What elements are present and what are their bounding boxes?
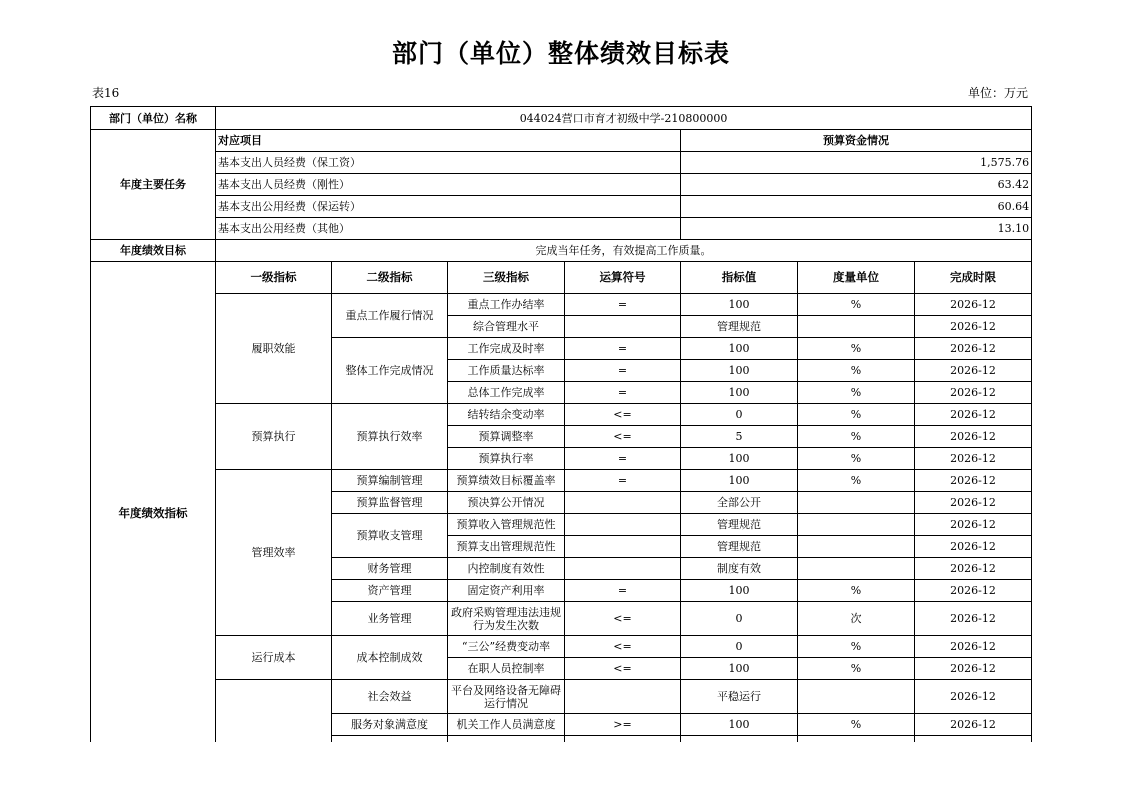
indicator-header: 指标值 <box>681 262 798 294</box>
deadline-cell: 2026-12 <box>915 448 1032 470</box>
operator-cell: <= <box>565 658 681 680</box>
task-row <box>91 196 1032 218</box>
table-row <box>91 294 1032 316</box>
deadline-cell: 2026-12 <box>915 580 1032 602</box>
value-cell: 100 <box>681 338 798 360</box>
indicator-header-row <box>91 262 1032 294</box>
goal-label: 年度绩效目标 <box>91 240 216 262</box>
task-item: 基本支出人员经费（保工资） <box>216 152 681 174</box>
level3-indicator: 总体工作完成率 <box>448 382 565 404</box>
level3-indicator: 机关工作人员满意度 <box>448 714 565 736</box>
level3-indicator: 内控制度有效性 <box>448 558 565 580</box>
value-cell: 0 <box>681 404 798 426</box>
level2-indicator: 预算执行效率 <box>332 404 448 470</box>
level3-indicator: 平台及网络设备无障碍运行情况 <box>448 680 565 714</box>
unit-cell <box>798 492 915 514</box>
indicators-label: 年度绩效指标 <box>91 262 216 766</box>
operator-cell: = <box>565 338 681 360</box>
deadline-cell: 2026-12 <box>915 514 1032 536</box>
level2-indicator: 成本控制成效 <box>332 636 448 680</box>
level1-indicator: 预算执行 <box>216 404 332 470</box>
level3-indicator: 固定资产利用率 <box>448 580 565 602</box>
level3-indicator: 综合管理水平 <box>448 316 565 338</box>
operator-cell: <= <box>565 426 681 448</box>
task-row <box>91 152 1032 174</box>
level3-indicator: 预算调整率 <box>448 426 565 448</box>
unit-cell: 次 <box>798 602 915 636</box>
table-row <box>91 680 1032 714</box>
level3-indicator: 预算支出管理规范性 <box>448 536 565 558</box>
unit-cell: % <box>798 294 915 316</box>
operator-cell <box>565 680 681 714</box>
level3-indicator: 预算执行率 <box>448 448 565 470</box>
value-cell: 100 <box>681 580 798 602</box>
level3-indicator: 预算收入管理规范性 <box>448 514 565 536</box>
value-cell: 5 <box>681 426 798 448</box>
deadline-cell: 2026-12 <box>915 294 1032 316</box>
deadline-cell: 2026-12 <box>915 636 1032 658</box>
operator-cell: <= <box>565 636 681 658</box>
level3-indicator: 政府采购管理违法违规行为发生次数 <box>448 602 565 636</box>
level2-indicator: 预算编制管理 <box>332 470 448 492</box>
col-item-header: 对应项目 <box>216 130 681 152</box>
value-cell: 0 <box>681 602 798 636</box>
operator-cell: = <box>565 448 681 470</box>
deadline-cell: 2026-12 <box>915 338 1032 360</box>
unit-cell: % <box>798 636 915 658</box>
operator-cell: <= <box>565 404 681 426</box>
deadline-cell: 2026-12 <box>915 658 1032 680</box>
task-header-row <box>91 130 1032 152</box>
value-cell: 制度有效 <box>681 558 798 580</box>
level1-indicator: 管理效率 <box>216 470 332 636</box>
deadline-cell: 2026-12 <box>915 602 1032 636</box>
value-cell: 管理规范 <box>681 514 798 536</box>
level1-indicator: 运行成本 <box>216 636 332 680</box>
level2-indicator: 整体工作完成情况 <box>332 338 448 404</box>
value-cell: 100 <box>681 294 798 316</box>
deadline-cell: 2026-12 <box>915 536 1032 558</box>
unit-cell: % <box>798 382 915 404</box>
level2-indicator: 社会效益 <box>332 680 448 714</box>
operator-cell: = <box>565 580 681 602</box>
deadline-cell: 2026-12 <box>915 382 1032 404</box>
tasks-label: 年度主要任务 <box>91 130 216 240</box>
level2-indicator: 财务管理 <box>332 558 448 580</box>
deadline-cell: 2026-12 <box>915 470 1032 492</box>
level3-indicator: 预算绩效目标覆盖率 <box>448 470 565 492</box>
dept-label: 部门（单位）名称 <box>91 107 216 130</box>
table-row <box>91 404 1032 426</box>
operator-cell: = <box>565 382 681 404</box>
unit-cell <box>798 316 915 338</box>
level1-indicator: 履职效能 <box>216 294 332 404</box>
value-cell: 全部公开 <box>681 492 798 514</box>
deadline-cell: 2026-12 <box>915 360 1032 382</box>
unit-cell: % <box>798 338 915 360</box>
deadline-cell: 2026-12 <box>915 680 1032 714</box>
level2-indicator: 预算监督管理 <box>332 492 448 514</box>
level2-indicator: 业务管理 <box>332 602 448 636</box>
value-cell: 平稳运行 <box>681 680 798 714</box>
operator-cell <box>565 492 681 514</box>
dept-value: 044024营口市育才初级中学-210800000 <box>216 107 1032 130</box>
task-amount: 60.64 <box>681 196 1032 218</box>
value-cell: 100 <box>681 470 798 492</box>
level2-indicator: 重点工作履行情况 <box>332 294 448 338</box>
unit-cell: % <box>798 658 915 680</box>
task-row <box>91 174 1032 196</box>
unit-cell <box>798 536 915 558</box>
level2-indicator: 预算收支管理 <box>332 514 448 558</box>
unit-cell: % <box>798 580 915 602</box>
performance-target-table <box>90 106 1032 766</box>
indicator-header: 二级指标 <box>332 262 448 294</box>
task-item: 基本支出公用经费（其他） <box>216 218 681 240</box>
operator-cell <box>565 316 681 338</box>
unit-cell: % <box>798 448 915 470</box>
operator-cell: >= <box>565 714 681 736</box>
indicator-header: 完成时限 <box>915 262 1032 294</box>
unit-cell <box>798 680 915 714</box>
level2-indicator: 资产管理 <box>332 580 448 602</box>
operator-cell <box>565 558 681 580</box>
operator-cell: = <box>565 360 681 382</box>
deadline-cell: 2026-12 <box>915 426 1032 448</box>
level3-indicator: 在职人员控制率 <box>448 658 565 680</box>
value-cell: 100 <box>681 448 798 470</box>
deadline-cell: 2026-12 <box>915 492 1032 514</box>
value-cell: 管理规范 <box>681 536 798 558</box>
level3-indicator: 结转结余变动率 <box>448 404 565 426</box>
level2-indicator: 服务对象满意度 <box>332 714 448 736</box>
level3-indicator: 工作完成及时率 <box>448 338 565 360</box>
col-budget-header: 预算资金情况 <box>681 130 1032 152</box>
level3-indicator: 重点工作办结率 <box>448 294 565 316</box>
value-cell: 0 <box>681 636 798 658</box>
task-item: 基本支出人员经费（刚性） <box>216 174 681 196</box>
level3-indicator: “三公”经费变动率 <box>448 636 565 658</box>
operator-cell <box>565 514 681 536</box>
table-row <box>91 636 1032 658</box>
value-cell: 100 <box>681 360 798 382</box>
table-row <box>91 470 1032 492</box>
unit-cell: % <box>798 426 915 448</box>
task-row <box>91 218 1032 240</box>
operator-cell: = <box>565 470 681 492</box>
goal-row <box>91 240 1032 262</box>
deadline-cell: 2026-12 <box>915 404 1032 426</box>
unit-label: 单位：万元 <box>967 86 1028 100</box>
table-number: 表16 <box>92 86 120 100</box>
level3-indicator: 预决算公开情况 <box>448 492 565 514</box>
operator-cell <box>565 536 681 558</box>
page-cut-mask <box>90 742 1034 802</box>
unit-cell: % <box>798 404 915 426</box>
page-title: 部门（单位）整体绩效目标表 <box>391 39 730 68</box>
goal-text: 完成当年任务，有效提高工作质量。 <box>216 240 1032 262</box>
operator-cell: = <box>565 294 681 316</box>
unit-cell: % <box>798 714 915 736</box>
value-cell: 100 <box>681 658 798 680</box>
unit-cell <box>798 558 915 580</box>
task-item: 基本支出公用经费（保运转） <box>216 196 681 218</box>
value-cell: 100 <box>681 714 798 736</box>
indicator-header: 度量单位 <box>798 262 915 294</box>
deadline-cell: 2026-12 <box>915 316 1032 338</box>
value-cell: 100 <box>681 382 798 404</box>
indicator-header: 三级指标 <box>448 262 565 294</box>
value-cell: 管理规范 <box>681 316 798 338</box>
unit-cell: % <box>798 470 915 492</box>
operator-cell: <= <box>565 602 681 636</box>
indicator-header: 运算符号 <box>565 262 681 294</box>
unit-cell: % <box>798 360 915 382</box>
unit-cell <box>798 514 915 536</box>
deadline-cell: 2026-12 <box>915 558 1032 580</box>
task-amount: 1,575.76 <box>681 152 1032 174</box>
level3-indicator: 工作质量达标率 <box>448 360 565 382</box>
indicator-header: 一级指标 <box>216 262 332 294</box>
dept-row <box>91 107 1032 130</box>
task-amount: 13.10 <box>681 218 1032 240</box>
task-amount: 63.42 <box>681 174 1032 196</box>
deadline-cell: 2026-12 <box>915 714 1032 736</box>
